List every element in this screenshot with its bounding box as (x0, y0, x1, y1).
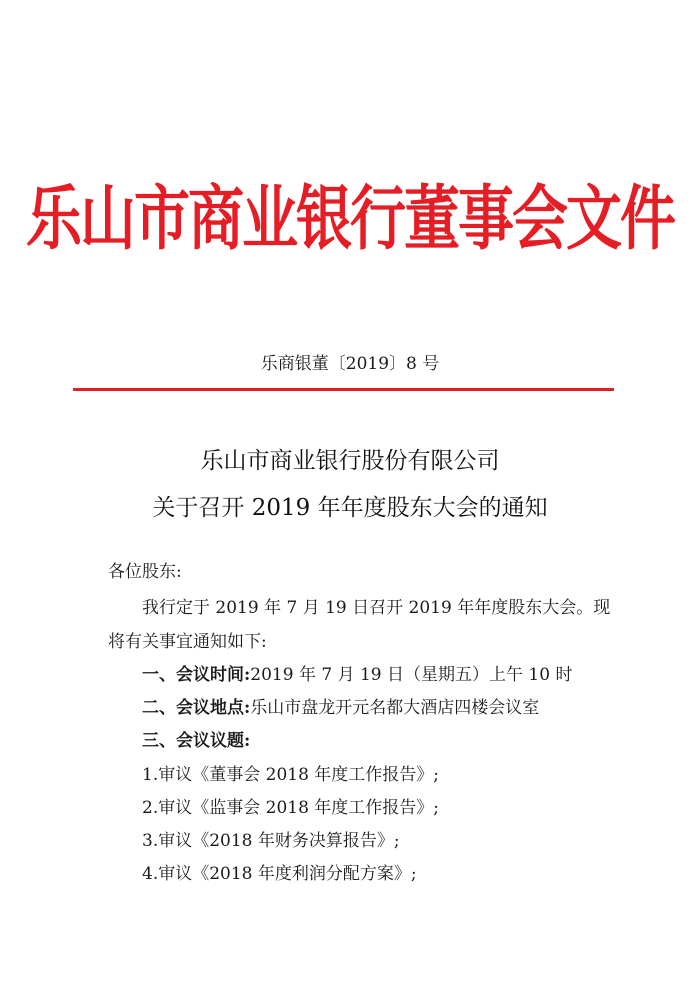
section-agenda-heading: 三、会议议题: (142, 731, 251, 751)
document-number: 乐商银董〔2019〕8 号 (260, 354, 440, 374)
notice-title-line1: 乐山市商业银行股份有限公司 (200, 448, 500, 474)
agenda-item: 4.审议《2018 年度利润分配方案》; (142, 864, 417, 884)
section-meeting-location (142, 696, 539, 720)
org-file-title: 乐山市商业银行董事会文件 (26, 178, 674, 260)
agenda-item: 3.审议《2018 年财务决算报告》; (142, 831, 400, 851)
meeting-time-label: 一、会议时间: (142, 665, 251, 685)
intro-line-1: 我行定于 2019 年 7 月 19 日召开 2019 年年度股东大会。现 (142, 598, 611, 618)
salutation: 各位股东: (108, 562, 182, 582)
agenda-item: 2.审议《监事会 2018 年度工作报告》; (142, 798, 440, 818)
section-meeting-time (142, 663, 572, 687)
meeting-time-value: 2019 年 7 月 19 日（星期五）上午 10 时 (250, 665, 573, 685)
notice-title-line2: 关于召开 2019 年年度股东大会的通知 (152, 495, 548, 521)
red-divider-line (73, 388, 614, 391)
agenda-item: 1.审议《董事会 2018 年度工作报告》; (142, 765, 440, 785)
meeting-location-label: 二、会议地点: (142, 698, 251, 718)
meeting-location-value: 乐山市盘龙开元名都大酒店四楼会议室 (250, 698, 540, 718)
intro-line-2: 将有关事宜通知如下: (108, 632, 267, 652)
